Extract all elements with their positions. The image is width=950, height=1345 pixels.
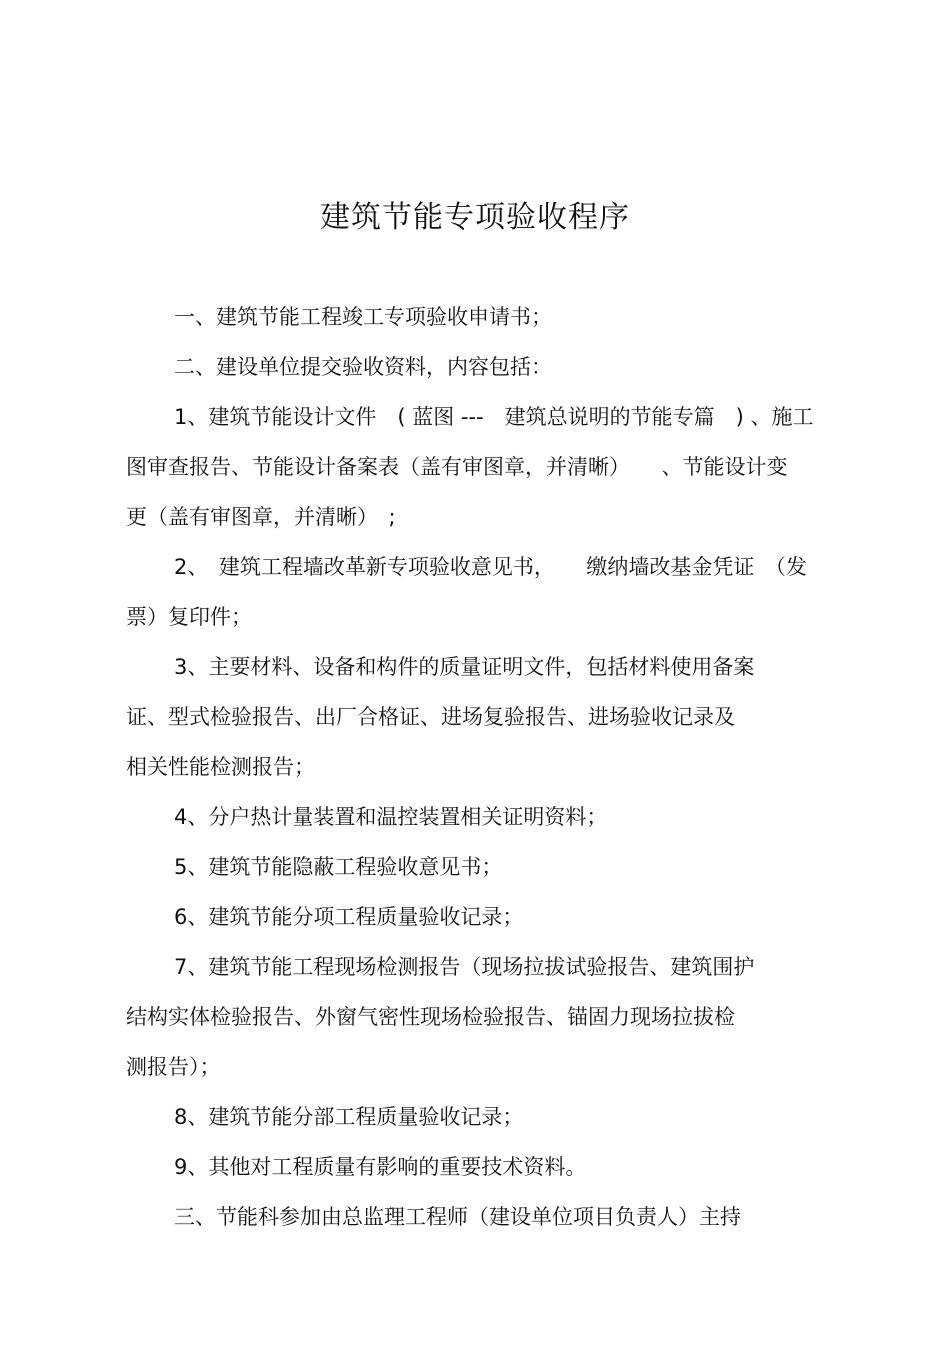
paragraph-line-7: 票）复印件； xyxy=(126,605,252,629)
paragraph-line-4: 图审查报告、节能设计备案表（盖有审图章，并清晰） 、节能设计变 xyxy=(126,455,788,479)
paragraph-line-16: 测报告）； xyxy=(126,1055,221,1079)
paragraph-line-14: 7、建筑节能工程现场检测报告（现场拉拔试验报告、建筑围护 xyxy=(174,955,755,979)
paragraph-line-6: 2、 建筑工程墙改革新专项验收意见书， 缴纳墙改基金凭证 （发 xyxy=(174,555,807,579)
paragraph-line-19: 三、节能科参加由总监理工程师（建设单位项目负责人）主持 xyxy=(174,1205,741,1229)
paragraph-line-15: 结构实体检验报告、外窗气密性现场检验报告、锚固力现场拉拔检 xyxy=(126,1005,735,1029)
paragraph-line-17: 8、建筑节能分部工程质量验收记录； xyxy=(174,1105,524,1129)
document-title: 建筑节能专项验收程序 xyxy=(320,200,630,235)
paragraph-line-2: 二、建设单位提交验收资料，内容包括： xyxy=(174,355,552,379)
paragraph-line-8: 3、主要材料、设备和构件的质量证明文件，包括材料使用备案 xyxy=(174,655,755,679)
paragraph-line-13: 6、建筑节能分项工程质量验收记录； xyxy=(174,905,524,929)
paragraph-line-10: 相关性能检测报告； xyxy=(126,755,315,779)
paragraph-line-18: 9、其他对工程质量有影响的重要技术资料。 xyxy=(174,1155,587,1179)
paragraph-line-1: 一、建筑节能工程竣工专项验收申请书； xyxy=(174,305,552,329)
paragraph-line-3: 1、建筑节能设计文件 ( 蓝图 --- 建筑总说明的节能专篇 ) 、施工 xyxy=(174,405,814,429)
paragraph-line-5: 更（盖有审图章，并清晰） ; xyxy=(126,505,396,529)
paragraph-line-12: 5、建筑节能隐蔽工程验收意见书； xyxy=(174,855,503,879)
paragraph-line-9: 证、型式检验报告、出厂合格证、进场复验报告、进场验收记录及 xyxy=(126,705,735,729)
paragraph-line-11: 4、分户热计量装置和温控装置相关证明资料； xyxy=(174,805,608,829)
